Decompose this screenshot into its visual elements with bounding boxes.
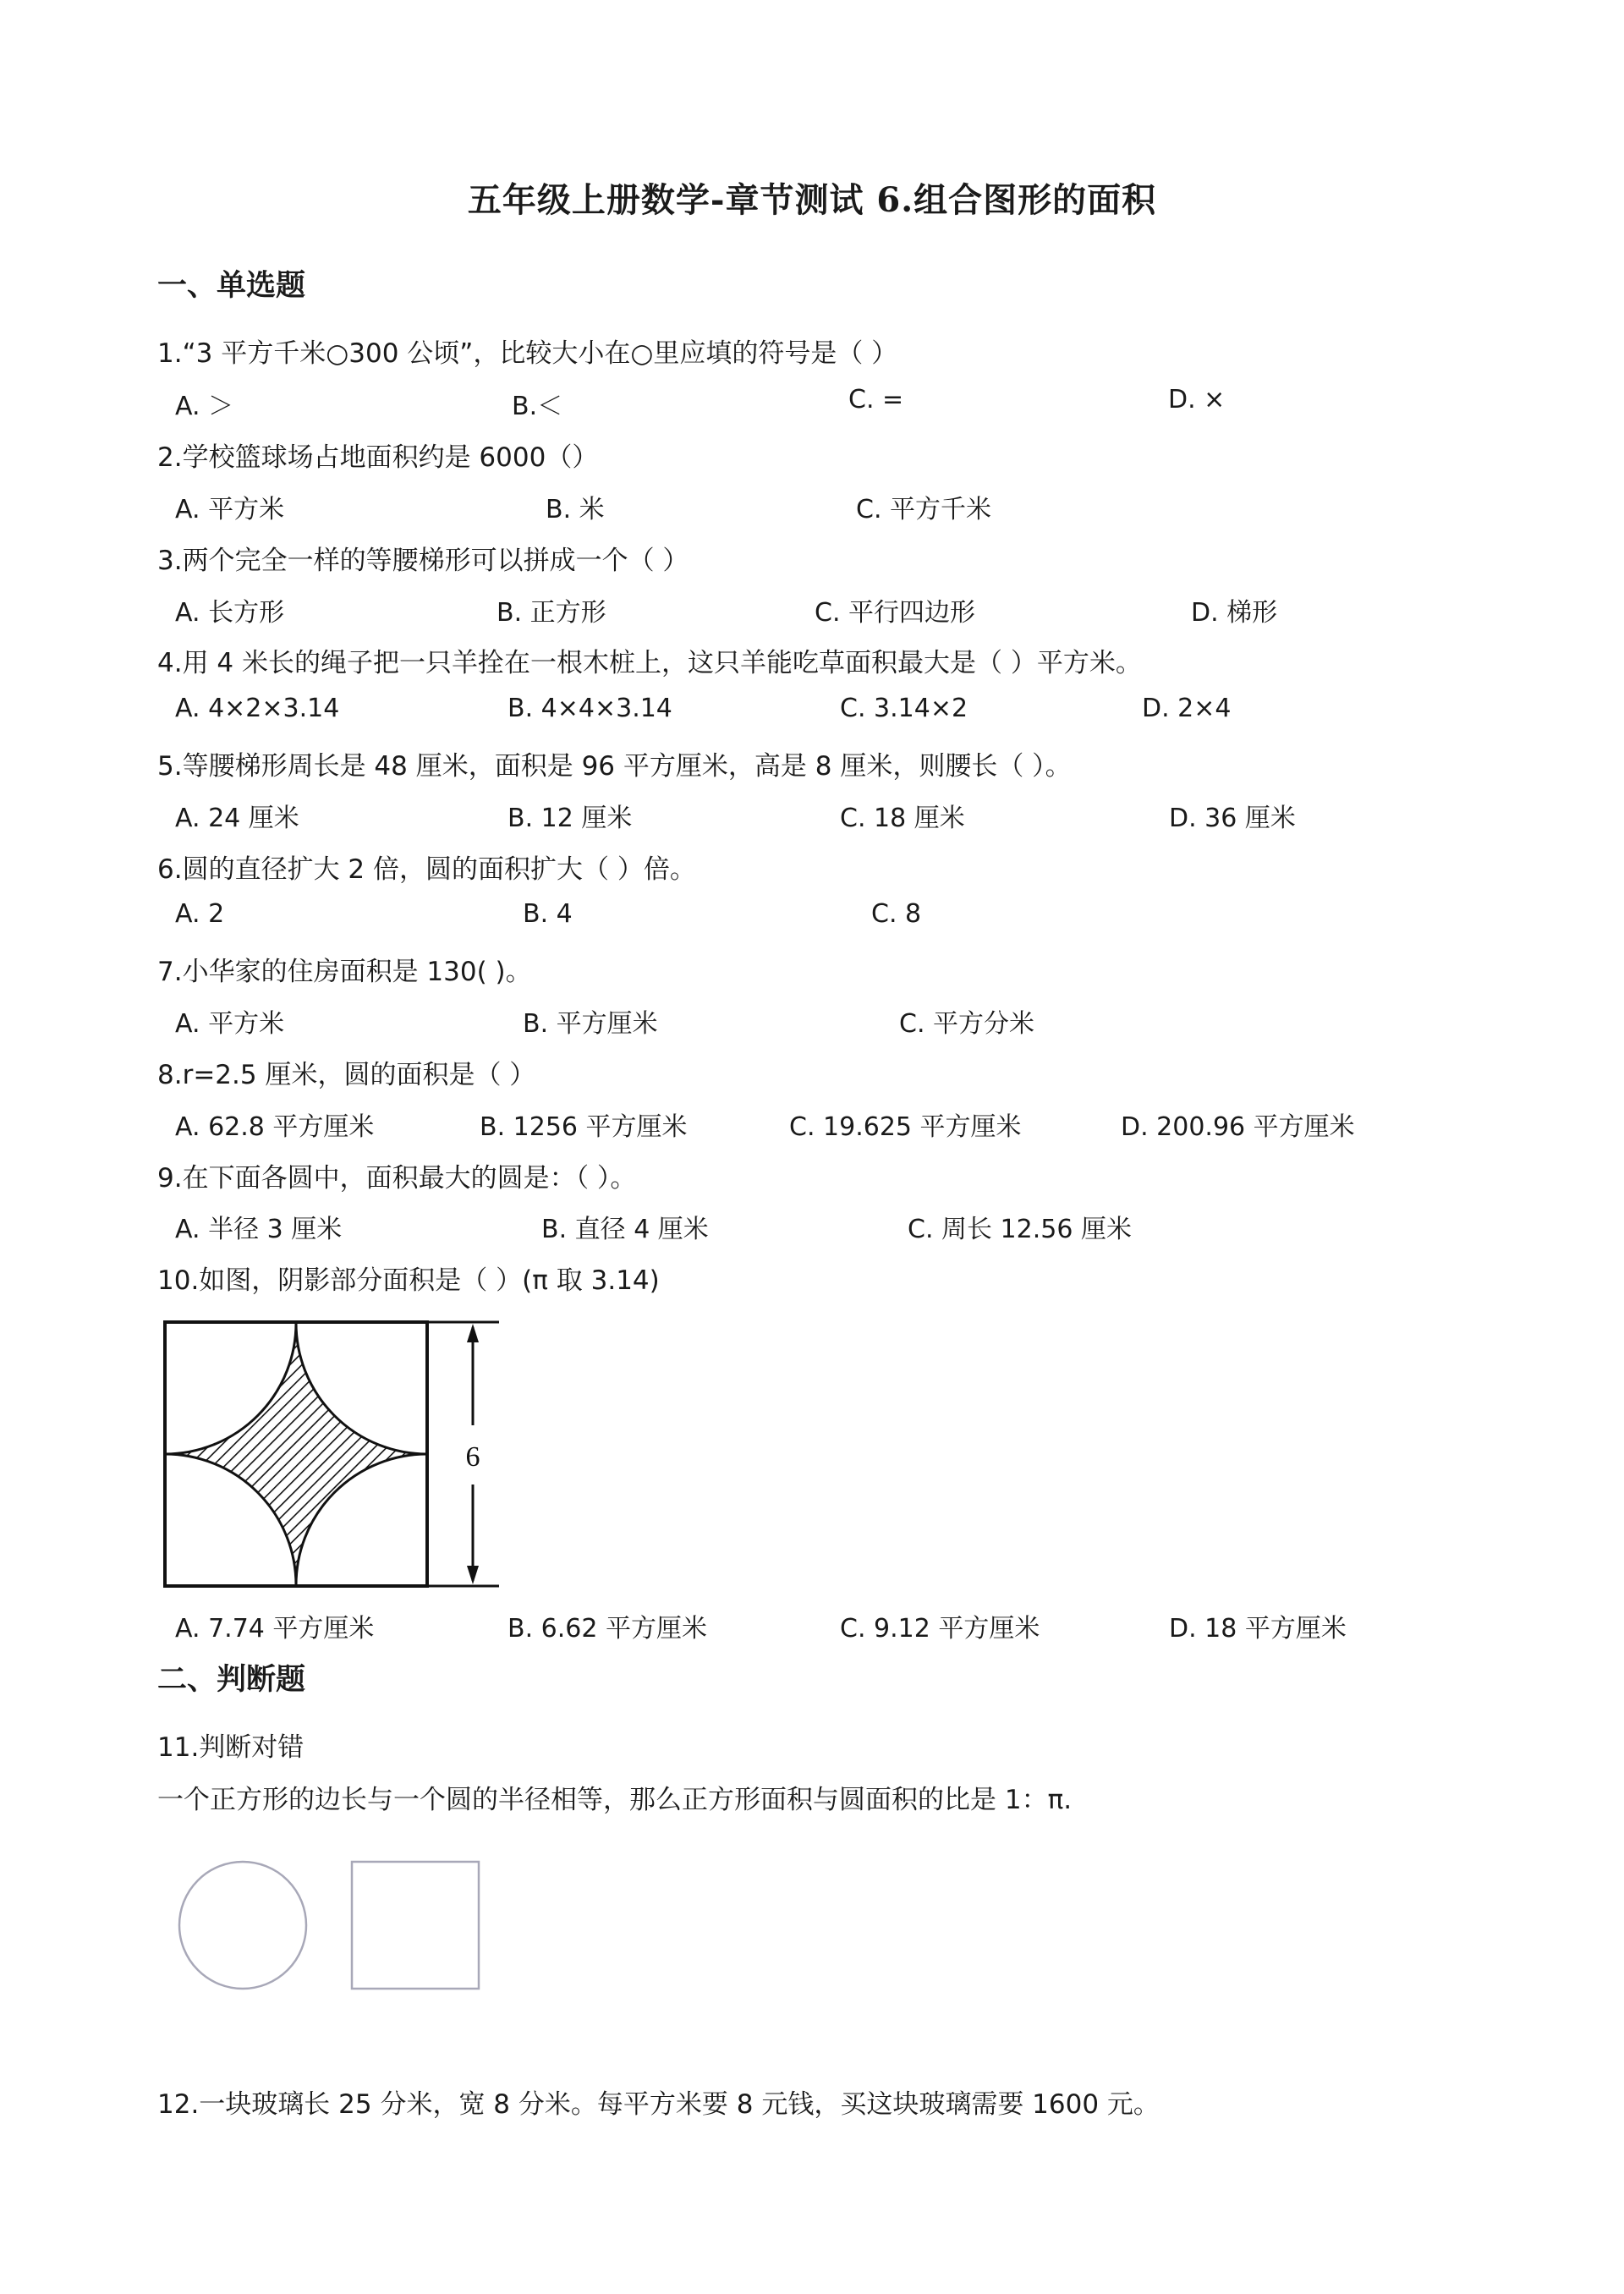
question-6-options (0, 899, 1624, 933)
q3-option-c[interactable]: C. 平行四边形 (815, 598, 976, 628)
q2-option-a[interactable]: A. 平方米 (175, 495, 285, 524)
q8-option-b[interactable]: B. 1256 平方厘米 (480, 1112, 688, 1142)
question-8-stem: 8.r=2.5 厘米，圆的面积是（ ） (157, 1060, 536, 1090)
q11-square (352, 1862, 479, 1989)
question-4-stem: 4.用 4 米长的绳子把一只羊拴在一根木桩上，这只羊能吃草面积最大是（ ）平方米。 (157, 648, 1142, 678)
q4-option-c[interactable]: C. 3.14×2 (840, 694, 968, 723)
q1-option-b[interactable]: B.＜ (512, 392, 563, 421)
question-2-stem: 2.学校篮球场占地面积约是 6000（） (157, 442, 599, 473)
question-4-options (0, 694, 1624, 727)
question-2-options (0, 488, 1624, 522)
q5-option-d[interactable]: D. 36 厘米 (1169, 804, 1296, 833)
q9-option-a[interactable]: A. 半径 3 厘米 (175, 1215, 343, 1244)
question-1-options (0, 385, 1624, 419)
q10-dimension-label: 6 (465, 1441, 480, 1473)
q10-option-d[interactable]: D. 18 平方厘米 (1169, 1614, 1347, 1644)
q7-option-b[interactable]: B. 平方厘米 (523, 1009, 658, 1039)
q10-option-b[interactable]: B. 6.62 平方厘米 (508, 1614, 707, 1644)
q11-circle (179, 1862, 306, 1989)
q3-option-d[interactable]: D. 梯形 (1191, 598, 1278, 628)
q1-option-c[interactable]: C. = (848, 385, 904, 414)
q9-option-b[interactable]: B. 直径 4 厘米 (541, 1215, 709, 1244)
q4-option-a[interactable]: A. 4×2×3.14 (175, 694, 340, 723)
section-heading-true-false: 二、判断题 (157, 1662, 306, 1697)
question-9-options (0, 1208, 1624, 1242)
question-10-stem: 10.如图，阴影部分面积是（ ）(π 取 3.14) (157, 1265, 660, 1296)
question-3-options (0, 591, 1624, 628)
question-8-options (0, 1106, 1624, 1142)
question-5-options (0, 797, 1624, 831)
q9-option-c[interactable]: C. 周长 12.56 厘米 (908, 1215, 1132, 1244)
q5-option-a[interactable]: A. 24 厘米 (175, 804, 299, 833)
q3-option-a[interactable]: A. 长方形 (175, 598, 285, 628)
q5-option-b[interactable]: B. 12 厘米 (508, 804, 633, 833)
q7-option-a[interactable]: A. 平方米 (175, 1009, 285, 1039)
question-7-stem: 7.小华家的住房面积是 130( )。 (157, 957, 532, 987)
q2-option-b[interactable]: B. 米 (546, 495, 605, 524)
q8-option-d[interactable]: D. 200.96 平方厘米 (1121, 1112, 1355, 1142)
q11-figure (173, 1859, 495, 1995)
q10-shaded-region (165, 1322, 427, 1586)
section-heading-single-choice: 一、单选题 (157, 268, 306, 303)
question-1-stem: 1.“3 平方千米○300 公顷”，比较大小在○里应填的符号是（ ） (157, 338, 898, 369)
q10-arrowhead-down-icon (467, 1566, 479, 1584)
q10-option-c[interactable]: C. 9.12 平方厘米 (840, 1614, 1040, 1644)
q4-option-d[interactable]: D. 2×4 (1142, 694, 1232, 723)
q6-option-c[interactable]: C. 8 (871, 899, 922, 929)
q10-figure (159, 1315, 506, 1599)
q1-option-d[interactable]: D. × (1168, 385, 1226, 414)
q8-option-c[interactable]: C. 19.625 平方厘米 (789, 1112, 1022, 1142)
question-12-statement: 12.一块玻璃长 25 分米，宽 8 分米。每平方米要 8 元钱，买这块玻璃需要 1600 元。 (157, 2089, 1160, 2120)
q7-option-c[interactable]: C. 平方分米 (899, 1009, 1035, 1039)
question-9-stem: 9.在下面各圆中，面积最大的圆是：（ ）。 (157, 1163, 637, 1194)
page-title: 五年级上册数学-章节测试 6.组合图形的面积 (467, 180, 1157, 220)
q1-option-a[interactable]: A. ＞ (175, 392, 234, 421)
q10-arrowhead-up-icon (467, 1324, 479, 1342)
question-11-statement: 一个正方形的边长与一个圆的半径相等，那么正方形面积与圆面积的比是 1：π. (157, 1785, 1073, 1815)
question-11-heading: 11.判断对错 (157, 1732, 304, 1763)
q4-option-b[interactable]: B. 4×4×3.14 (508, 694, 672, 723)
q2-option-c[interactable]: C. 平方千米 (856, 495, 992, 524)
q10-option-a[interactable]: A. 7.74 平方厘米 (175, 1614, 375, 1644)
question-7-options (0, 1002, 1624, 1039)
question-5-stem: 5.等腰梯形周长是 48 厘米，面积是 96 平方厘米，高是 8 厘米，则腰长（ ）。 (157, 751, 1072, 782)
q5-option-c[interactable]: C. 18 厘米 (840, 804, 965, 833)
q8-option-a[interactable]: A. 62.8 平方厘米 (175, 1112, 375, 1142)
question-10-options (0, 1607, 1624, 1644)
q6-option-b[interactable]: B. 4 (523, 899, 573, 929)
q3-option-b[interactable]: B. 正方形 (497, 598, 606, 628)
question-3-stem: 3.两个完全一样的等腰梯形可以拼成一个（ ） (157, 546, 689, 576)
q6-option-a[interactable]: A. 2 (175, 899, 225, 929)
question-6-stem: 6.圆的直径扩大 2 倍，圆的面积扩大（ ）倍。 (157, 854, 696, 885)
